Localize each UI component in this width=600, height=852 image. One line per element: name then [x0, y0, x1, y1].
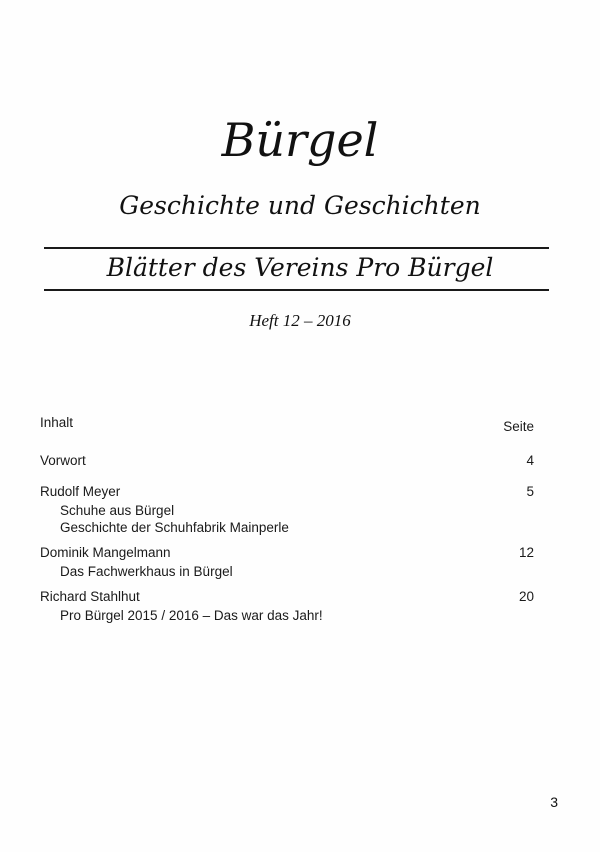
- publication-title: Bürgel: [221, 113, 379, 167]
- toc-entry-title: Das Fachwerkhaus in Bürgel: [60, 564, 233, 579]
- toc-entry-author: Dominik Mangelmann: [40, 545, 171, 560]
- page-number: 3: [550, 794, 558, 810]
- toc-entry-row: [40, 588, 540, 605]
- issue-label: Heft 12 – 2016: [249, 311, 351, 330]
- toc-entry-page: 12: [518, 545, 534, 560]
- toc-entry-title: Schuhe aus Bürgel: [60, 503, 175, 518]
- toc-entry-page: 5: [526, 484, 534, 499]
- toc-entry-page: 4: [526, 453, 534, 468]
- top-rule-divider: [44, 247, 549, 249]
- toc-entry-title: Geschichte der Schuhfabrik Mainperle: [60, 520, 289, 535]
- toc-entry-foreword: [40, 452, 540, 469]
- toc-entry-row: [40, 483, 540, 500]
- toc-entry-row: [40, 452, 540, 469]
- association-line: Blätter des Vereins Pro Bürgel: [106, 253, 494, 282]
- toc-entry-title: Pro Bürgel 2015 / 2016 – Das war das Jahr!: [60, 608, 323, 623]
- toc-header-row: [40, 412, 540, 434]
- toc-entry-author: Vorwort: [40, 453, 86, 468]
- table-of-contents: [40, 412, 540, 624]
- toc-heading: Inhalt: [40, 415, 74, 430]
- bottom-rule-divider: [44, 289, 549, 291]
- toc-page-heading: Seite: [503, 419, 534, 434]
- toc-entry-meyer: [40, 483, 540, 536]
- publication-subtitle: Geschichte und Geschichten: [119, 191, 481, 220]
- toc-entry-author: Richard Stahlhut: [40, 589, 140, 604]
- toc-entry-author: Rudolf Meyer: [40, 484, 121, 499]
- toc-entry-mangelmann: [40, 544, 540, 580]
- toc-entry-row: [40, 544, 540, 561]
- toc-entry-stahlhut: [40, 588, 540, 624]
- toc-entry-page: 20: [518, 589, 534, 604]
